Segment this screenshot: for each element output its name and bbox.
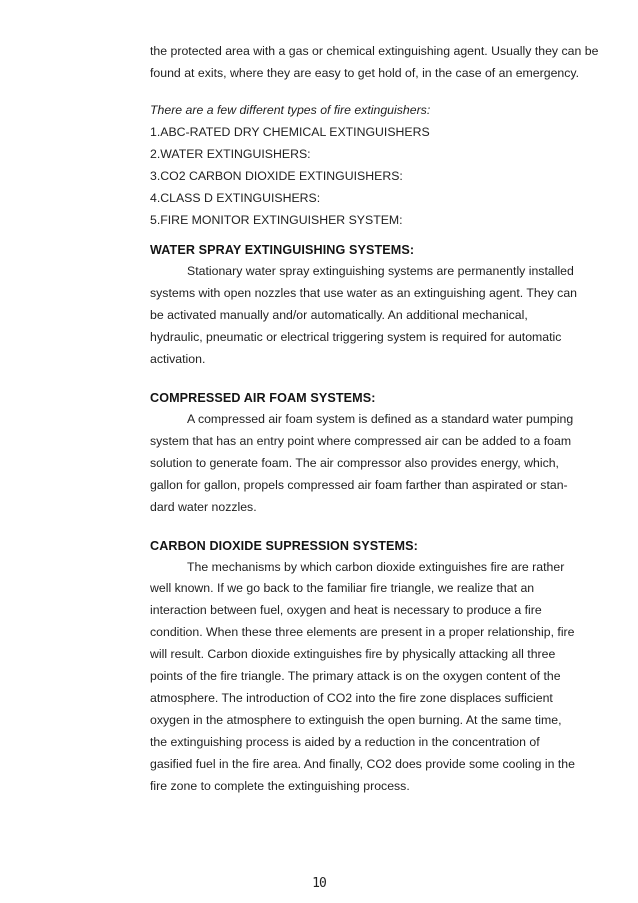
section-line: system that has an entry point where compressed air can be added to a foam	[150, 433, 572, 448]
section-water-spray	[150, 239, 608, 371]
section-line: A compressed air foam system is defined as a standard water pumping	[187, 411, 574, 426]
section-line: gasified fuel in the fire area. And finally, CO2 does provide some cooling in the	[150, 756, 575, 771]
section-heading: COMPRESSED AIR FOAM SYSTEMS:	[150, 390, 376, 405]
extinguisher-types	[150, 100, 608, 231]
section-line: activation.	[150, 352, 206, 367]
intro-paragraph	[150, 40, 608, 84]
page-number: 10	[312, 876, 326, 891]
type-item: 5.FIRE MONITOR EXTINGUISHER SYSTEM:	[150, 212, 403, 227]
section-line: be activated manually and/or automatically. An additional mechanical,	[150, 308, 528, 323]
section-line: condition. When these three elements are present in a proper relationship, fire	[150, 625, 575, 640]
section-line: fire zone to complete the extinguishing process.	[150, 778, 410, 793]
section-line: will result. Carbon dioxide extinguishes fire by physically attacking all three	[150, 647, 556, 662]
types-title: There are a few different types of fire extinguishers:	[150, 103, 431, 117]
intro-line: the protected area with a gas or chemical extinguishing agent. Usually they can be	[150, 44, 599, 58]
section-compressed-air-foam	[150, 387, 608, 519]
section-line: The mechanisms by which carbon dioxide extinguishes fire are rather	[187, 559, 565, 574]
type-item: 1.ABC-RATED DRY CHEMICAL EXTINGUISHERS	[150, 124, 430, 139]
type-item: 3.CO2 CARBON DIOXIDE EXTINGUISHERS:	[150, 168, 403, 183]
section-heading: WATER SPRAY EXTINGUISHING SYSTEMS:	[150, 243, 415, 258]
section-heading: CARBON DIOXIDE SUPRESSION SYSTEMS:	[150, 538, 418, 553]
page-content	[150, 40, 608, 797]
section-carbon-dioxide	[150, 535, 608, 798]
type-item: 4.CLASS D EXTINGUISHERS:	[150, 190, 321, 205]
section-line: interaction between fuel, oxygen and heat is necessary to produce a fire	[150, 603, 542, 618]
section-line: oxygen in the atmosphere to extinguish the open burning. At the same time,	[150, 712, 562, 727]
section-line: solution to generate foam. The air compressor also provides energy, which,	[150, 455, 559, 470]
section-line: Stationary water spray extinguishing systems are permanently installed	[187, 264, 574, 279]
section-line: dard water nozzles.	[150, 499, 257, 514]
section-line: systems with open nozzles that use water as an extinguishing agent. They can	[150, 286, 577, 301]
section-line: hydraulic, pneumatic or electrical triggering system is required for automatic	[150, 330, 562, 345]
section-line: gallon for gallon, propels compressed air foam farther than aspirated or stan-	[150, 477, 568, 492]
section-line: well known. If we go back to the familiar fire triangle, we realize that an	[150, 581, 535, 596]
section-line: atmosphere. The introduction of CO2 into the fire zone displaces sufficient	[150, 690, 553, 705]
intro-line: found at exits, where they are easy to get hold of, in the case of an emergency.	[150, 66, 580, 80]
section-line: points of the fire triangle. The primary attack is on the oxygen content of the	[150, 669, 561, 684]
section-line: the extinguishing process is aided by a reduction in the concentration of	[150, 734, 540, 749]
type-item: 2.WATER EXTINGUISHERS:	[150, 146, 311, 161]
